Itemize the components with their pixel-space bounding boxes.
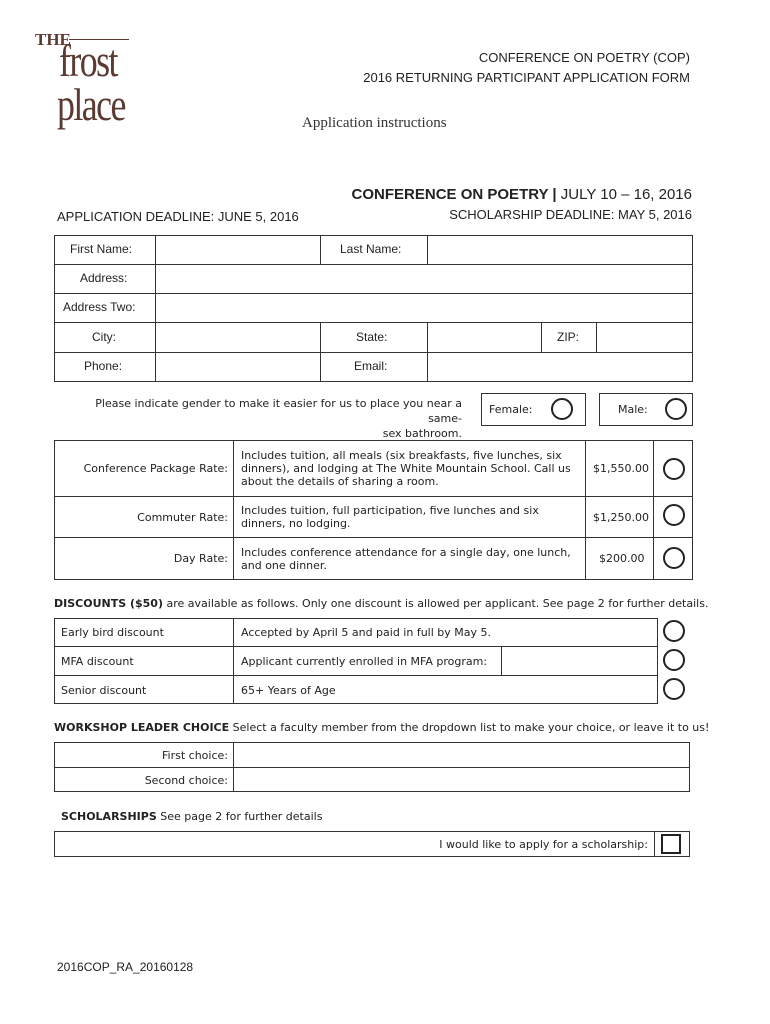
early-bird-discount-radio[interactable]: [663, 620, 685, 642]
workshop-heading-text: Select a faculty member from the dropdown list to make your choice, or leave it to us!: [229, 721, 710, 734]
col-divider: [653, 440, 654, 580]
commuter-price: $1,250.00: [593, 511, 649, 524]
col-divider: [320, 235, 321, 264]
row-divider: [54, 496, 693, 497]
early-bird-discount-desc: Accepted by April 5 and paid in full by May 5.: [241, 626, 492, 639]
zip-label: ZIP:: [557, 330, 580, 344]
scholarships-heading-text: See page 2 for further details: [156, 810, 323, 823]
row-divider: [54, 537, 693, 538]
rate-desc-line: Includes tuition, full participation, five lunches and six: [241, 504, 539, 517]
first-name-label: First Name:: [70, 242, 133, 256]
logo-place: place: [57, 79, 125, 130]
col-divider: [233, 440, 234, 580]
col-divider: [320, 322, 321, 382]
frost-place-logo: [33, 30, 133, 135]
female-label: Female:: [489, 403, 533, 416]
discounts-heading-bold: DISCOUNTS ($50): [54, 597, 163, 610]
form-header-line2: 2016 RETURNING PARTICIPANT APPLICATION FORM: [363, 70, 690, 85]
phone-field[interactable]: [156, 353, 320, 382]
conference-package-rate-label: Conference Package Rate:: [83, 462, 228, 475]
address-field[interactable]: [156, 265, 692, 293]
conference-dates: JULY 10 – 16, 2016: [556, 186, 692, 203]
male-radio[interactable]: [665, 398, 687, 420]
second-choice-label: Second choice:: [144, 774, 228, 787]
rate-desc-line: dinners), and lodging at The White Mountain School. Call us: [241, 462, 571, 475]
col-divider: [541, 322, 542, 352]
rate-desc-line: Includes conference attendance for a single day, one lunch,: [241, 546, 571, 559]
gender-prompt-line1: Please indicate gender to make it easier for us to place you near a same-: [95, 397, 462, 425]
phone-label: Phone:: [84, 359, 123, 373]
address-two-label: Address Two:: [63, 300, 136, 314]
commuter-rate-label: Commuter Rate:: [137, 511, 228, 524]
female-radio[interactable]: [551, 398, 573, 420]
commuter-radio[interactable]: [663, 504, 685, 526]
mfa-program-field[interactable]: [502, 647, 657, 675]
workshop-heading-bold: WORKSHOP LEADER CHOICE: [54, 721, 230, 734]
day-rate-label: Day Rate:: [173, 552, 228, 565]
col-divider: [233, 618, 234, 704]
second-choice-dropdown[interactable]: [234, 768, 689, 792]
form-header-line1: CONFERENCE ON POETRY (COP): [478, 50, 690, 65]
rate-desc-line: dinners, no lodging.: [241, 517, 351, 530]
first-choice-dropdown[interactable]: [234, 743, 689, 767]
gender-prompt-line2: sex bathroom.: [382, 427, 462, 440]
mfa-discount-label: MFA discount: [61, 655, 134, 668]
scholarships-heading: [61, 810, 322, 823]
email-label: Email:: [354, 359, 388, 373]
senior-discount-desc: 65+ Years of Age: [241, 684, 336, 697]
gender-prompt: [70, 396, 462, 441]
workshop-heading: [54, 721, 709, 734]
email-field[interactable]: [428, 353, 692, 382]
state-field[interactable]: [428, 323, 541, 352]
day-rate-price: $200.00: [599, 552, 645, 565]
senior-discount-label: Senior discount: [61, 684, 147, 697]
row-divider: [54, 675, 658, 676]
first-choice-label: First choice:: [162, 749, 228, 762]
first-name-field[interactable]: [156, 236, 320, 264]
conference-package-rate-desc: [241, 449, 571, 488]
form-code: 2016COP_RA_20160128: [57, 960, 194, 974]
scholarship-apply-label: I would like to apply for a scholarship:: [439, 838, 648, 851]
scholarship-checkbox[interactable]: [661, 834, 681, 854]
conference-title: [352, 186, 692, 203]
conference-package-radio[interactable]: [663, 458, 685, 480]
application-instructions-link[interactable]: Application instructions: [302, 115, 447, 131]
state-label: State:: [356, 330, 388, 344]
day-rate-desc: [241, 546, 571, 572]
commuter-rate-desc: [241, 504, 539, 530]
address-label: Address:: [80, 271, 128, 285]
city-label: City:: [92, 330, 116, 344]
last-name-label: Last Name:: [340, 242, 402, 256]
rate-desc-line: Includes tuition, all meals (six breakfasts, five lunches, six: [241, 449, 562, 462]
rate-desc-line: about the details of sharing a room.: [241, 475, 439, 488]
male-label: Male:: [618, 403, 648, 416]
mfa-discount-desc: Applicant currently enrolled in MFA program:: [241, 655, 488, 668]
discounts-heading: [54, 597, 708, 610]
logo-the: THE: [35, 30, 71, 49]
last-name-field[interactable]: [428, 236, 692, 264]
col-divider: [654, 831, 655, 857]
application-deadline: APPLICATION DEADLINE: JUNE 5, 2016: [57, 209, 299, 224]
mfa-discount-radio[interactable]: [663, 649, 685, 671]
senior-discount-radio[interactable]: [663, 678, 685, 700]
rate-desc-line: and one dinner.: [241, 559, 327, 572]
city-field[interactable]: [156, 323, 320, 352]
early-bird-discount-label: Early bird discount: [61, 626, 164, 639]
conference-package-price: $1,550.00: [593, 462, 649, 475]
scholarship-deadline: SCHOLARSHIP DEADLINE: MAY 5, 2016: [449, 207, 692, 222]
conference-title-bold: CONFERENCE ON POETRY |: [351, 186, 557, 203]
zip-field[interactable]: [597, 323, 692, 352]
scholarships-heading-bold: SCHOLARSHIPS: [61, 810, 157, 823]
day-rate-radio[interactable]: [663, 547, 685, 569]
address-two-field[interactable]: [156, 294, 692, 322]
logo-frost: frost: [59, 35, 117, 86]
discounts-heading-text: are available as follows. Only one discount is allowed per applicant. See page 2 for further details.: [162, 597, 709, 610]
col-divider: [585, 440, 586, 580]
